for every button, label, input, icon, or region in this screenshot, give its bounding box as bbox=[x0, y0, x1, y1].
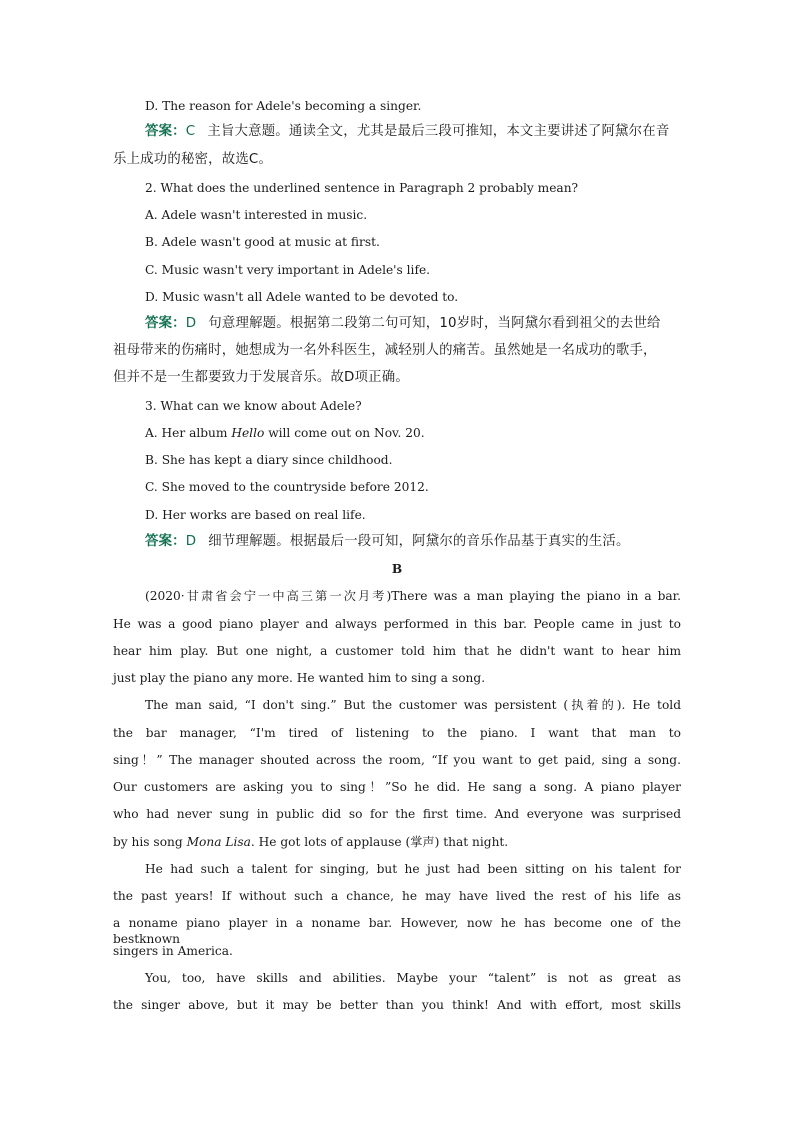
q3-option-a bbox=[145, 425, 681, 441]
passage-line: the singer above, but it may be better than you think! And with effort, most skills bbox=[113, 998, 681, 1012]
passage-line: Our customers are asking you to sing！”So he did. He sang a song. A piano player bbox=[113, 780, 681, 794]
q3-option-a-text: A. Her album bbox=[145, 426, 232, 440]
section-heading: B bbox=[391, 562, 403, 576]
q1-explanation-2: 乐上成功的秘密，故选C。 bbox=[113, 152, 273, 167]
q2-option-c: C. Music wasn't very important in Adele's life. bbox=[145, 263, 431, 277]
passage-line: who had never sung in public did so for the first time. And everyone was surprised bbox=[113, 807, 681, 821]
passage-line: sing！” The manager shouted across the room, “If you want to get paid, sing a song. bbox=[113, 753, 681, 767]
q2-explanation-2: 祖母带来的伤痛时，她想成为一名外科医生，减轻别人的痛苦。虽然她是一名成功的歌手， bbox=[113, 343, 657, 358]
passage-line: (2020·甘肃省会宁一中高三第一次月考)There was a man playing the piano in a bar. bbox=[145, 589, 681, 603]
q1-answer bbox=[145, 124, 681, 140]
q2-explanation-3: 但并不是一生都要致力于发展音乐。故D项正确。 bbox=[113, 370, 409, 385]
passage-line: a noname piano player in a noname bar. However, now he has become one of the bestknown bbox=[113, 916, 681, 946]
passage-line: You, too, have skills and abilities. Maybe your “talent” is not as great as bbox=[145, 971, 681, 985]
q1-explanation-1: 主旨大意题。通读全文，尤其是最后三段可推知，本文主要讲述了阿黛尔在音 bbox=[207, 124, 670, 139]
passage-line: The man said, “I don't sing.” But the customer was persistent (执着的). He told bbox=[145, 698, 681, 712]
passage-line: He was a good piano player and always performed in this bar. People came in just to bbox=[113, 617, 681, 631]
passage-text: . He got lots of applause (掌声) that night. bbox=[250, 835, 509, 849]
answer-label: 答案： bbox=[145, 316, 186, 331]
q3-option-d: D. Her works are based on real life. bbox=[145, 508, 366, 522]
q3-explanation-1: 细节理解题。根据最后一段可知，阿黛尔的音乐作品基于真实的生活。 bbox=[208, 534, 630, 549]
answer-letter: D bbox=[185, 316, 197, 331]
q1-option-d: D. The reason for Adele's becoming a singer. bbox=[145, 99, 422, 113]
answer-label: 答案： bbox=[145, 124, 186, 139]
answer-letter: C bbox=[185, 124, 196, 139]
song-title: Mona Lisa bbox=[186, 835, 251, 849]
q3-option-b: B. She has kept a diary since childhood. bbox=[145, 453, 393, 467]
q3-question: 3. What can we know about Adele? bbox=[145, 399, 362, 413]
answer-letter: D bbox=[185, 534, 197, 549]
q2-option-d: D. Music wasn't all Adele wanted to be devoted to. bbox=[145, 290, 459, 304]
passage-line: the past years! If without such a chance, he may have lived the rest of his life as bbox=[113, 889, 681, 903]
q3-answer bbox=[145, 534, 681, 550]
passage-line: the bar manager, “I'm tired of listening to the piano. I want that man to bbox=[113, 726, 681, 740]
answer-label: 答案： bbox=[145, 534, 186, 549]
album-title: Hello bbox=[231, 426, 265, 440]
passage-line: He had such a talent for singing, but he just had been sitting on his talent for bbox=[145, 862, 681, 876]
passage-text: by his song bbox=[113, 835, 187, 849]
q2-explanation-1: 句意理解题。根据第二段第二句可知，10岁时，当阿黛尔看到祖父的去世给 bbox=[208, 316, 661, 331]
passage-line bbox=[113, 834, 681, 850]
passage-line: hear him play. But one night, a customer told him that he didn't want to hear him bbox=[113, 644, 681, 658]
q3-option-c: C. She moved to the countryside before 2012. bbox=[145, 480, 429, 494]
passage-line: singers in America. bbox=[113, 944, 233, 958]
q2-option-a: A. Adele wasn't interested in music. bbox=[145, 208, 368, 222]
q2-answer bbox=[145, 316, 681, 332]
q2-option-b: B. Adele wasn't good at music at first. bbox=[145, 235, 380, 249]
q3-option-a-text-end: will come out on Nov. 20. bbox=[264, 426, 425, 440]
passage-line: just play the piano any more. He wanted him to sing a song. bbox=[113, 671, 486, 685]
q2-question: 2. What does the underlined sentence in Paragraph 2 probably mean? bbox=[145, 181, 579, 195]
